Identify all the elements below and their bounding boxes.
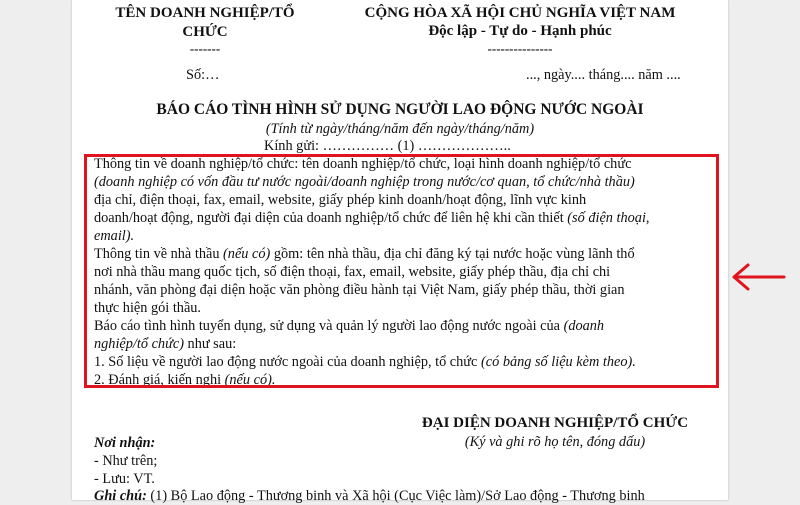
motto-divider: --------------- [487,41,553,56]
org-info-line1: Thông tin về doanh nghiệp/tổ chức: tên doanh nghiệp/tổ chức, loại hình doanh nghiệp/tổ chức [94,156,632,172]
highlight-box [84,154,719,388]
recipients-label: Nơi nhận: [94,435,156,451]
org-info-line3: địa chỉ, điện thoại, fax, email, website, giấy phép kinh doanh/hoạt động, lĩnh vực kinh [94,192,587,208]
list-item-2-italic: (nếu có). [224,372,276,388]
recipients-block [94,434,157,488]
report-intro-line2-italic: nghiệp/tổ chức) [94,336,184,352]
report-intro-text: Báo cáo tình hình tuyển dụng, sử dụng và quản lý người lao động nước ngoài của [94,318,564,334]
footnote-label: Ghi chú: [94,488,147,504]
org-info-line2: (doanh nghiệp có vốn đầu tư nước ngoài/doanh nghiệp trong nước/cơ quan, tổ chức/nhà thầu) [94,174,635,190]
report-intro-line2-text: như sau: [183,336,237,352]
contractor-line1-text: Thông tin về nhà thầu [94,246,224,262]
footnote-text: (1) Bộ Lao động - Thương binh và Xã hội (Cục Việc làm)/Sở Lao động - Thương binh [146,488,645,504]
report-title: BÁO CÁO TÌNH HÌNH SỬ DỤNG NGƯỜI LAO ĐỘNG NƯỚC NGOÀI [156,101,644,118]
footnote [94,487,704,505]
org-info-line4-italic: (số điện thoại, [567,210,650,226]
contractor-line1-italic: (nếu có) [223,246,271,262]
org-name-line1: TÊN DOANH NGHIỆP/TỔ [115,5,295,21]
contractor-info-line4: thực hiện gói thầu. [94,300,202,316]
contractor-line1-rest: gồm: tên nhà thầu, địa chỉ đăng ký tại nước hoặc vùng lãnh thổ [270,246,635,262]
report-intro-italic: (doanh [563,318,605,334]
recipient-item: - Như trên; [94,453,158,469]
national-motto: Độc lập - Tự do - Hạnh phúc [428,23,612,39]
org-name-line2: CHỨC [182,24,228,40]
org-info-line4-text: doanh/hoạt động, người đại diện của doanh nghiệp/tổ chức để liên hệ khi cần thiết [94,210,568,226]
country-name: CỘNG HÒA XÃ HỘI CHỦ NGHĨA VIỆT NAM [364,5,676,21]
org-name [98,4,312,42]
list-item-2-text: 2. Đánh giá, kiến nghị [94,372,225,388]
recipient-line: Kính gửi: …………… (1) ……………….. [264,138,511,154]
contractor-info-line3: nhánh, văn phòng đại diện hoặc văn phòng điều hành tại Việt Nam, giấy phép thầu, thời gian [94,282,625,298]
list-item-1-text: 1. Số liệu về người lao động nước ngoài của doanh nghiệp, tổ chức [94,354,481,370]
contractor-info-line2: nơi nhà thầu mang quốc tịch, số điện thoại, fax, email, website, giấy phép thầu, địa chỉ chi [94,264,611,280]
document-number: Số:… [186,67,220,83]
org-info-line5: email). [94,228,135,244]
list-item-1-italic: (có bảng số liệu kèm theo). [480,354,636,370]
recipient-item: - Lưu: VT. [94,471,155,487]
report-period: (Tính từ ngày/tháng/năm đến ngày/tháng/năm) [265,121,535,137]
signature-title: ĐẠI DIỆN DOANH NGHIỆP/TỔ CHỨC [421,415,689,431]
left-arrow-icon [728,260,788,294]
signature-note: (Ký và ghi rõ họ tên, đóng dấu) [464,434,646,450]
document-date: ..., ngày.... tháng.... năm .... [526,67,681,83]
org-divider: ------- [189,41,221,56]
